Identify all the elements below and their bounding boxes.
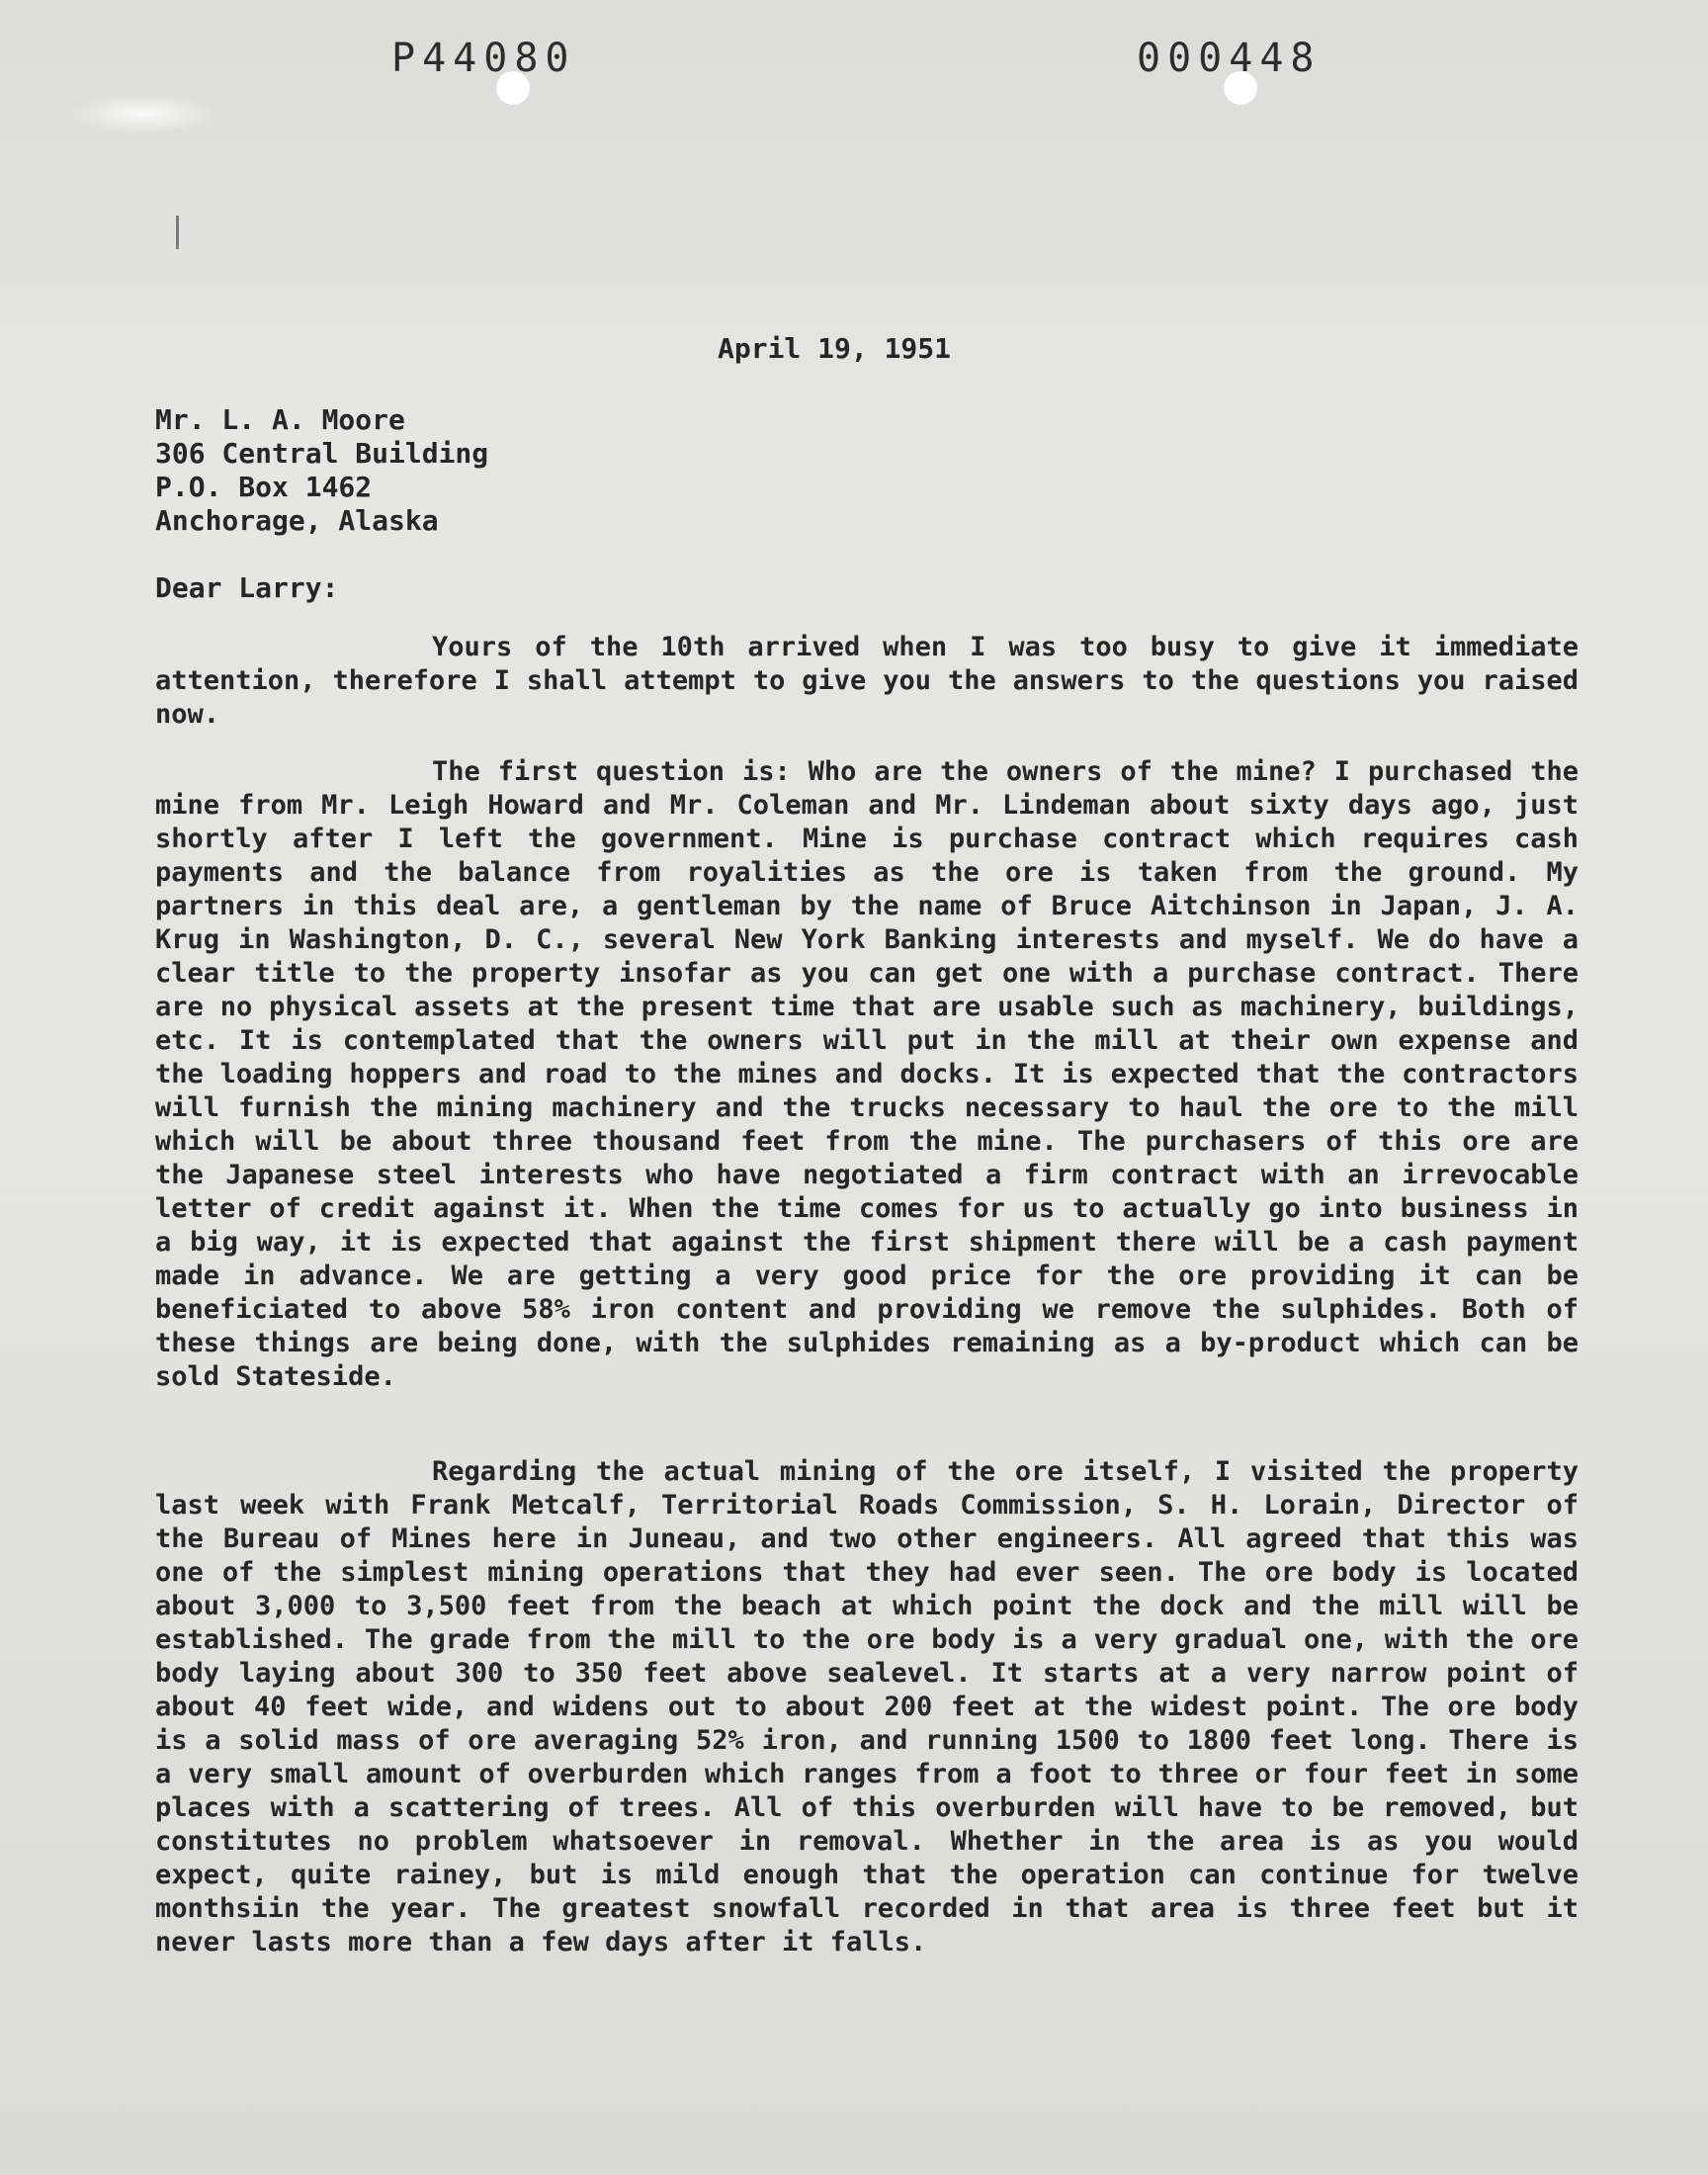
recipient-name: Mr. L. A. Moore (155, 403, 405, 436)
body-paragraph-1: Yours of the 10th arrived when I was too busy to give it immediate attention, therefore I shall attempt to give you the answers to the questions you raised now. (155, 632, 1579, 730)
recipient-address-line-2: P.O. Box 1462 (155, 471, 373, 503)
file-stamp-right: 000448 (1137, 36, 1322, 81)
paper-smudge (69, 94, 217, 133)
recipient-address-line-1: 306 Central Building (155, 437, 489, 470)
salutation: Dear Larry: (155, 571, 339, 604)
pencil-mark (176, 216, 179, 249)
body-paragraph-3: Regarding the actual mining of the ore itself, I visited the property last week with Frank Metcalf, Territorial Roads Commission, S. H. Lorain, Director of the Bureau of Mines here in Juneau, and two other engineers. All agreed that this was one of the simplest mining operations that they had ever seen. The ore body is located about 3,000 to 3,500 feet from the beach at which point the dock and the mill will be established. The grade from the mill to the ore body is a very gradual one, with the ore body laying about 300 to 350 feet above sealevel. It starts at a very narrow point of about 40 feet wide, and widens out to about 200 feet at the widest point. The ore body is a solid mass of ore averaging 52% iron, and running 1500 to 1800 feet long. There is a very small amount of overburden which ranges from a foot to three or four feet in some places with a scattering of trees. All of this overburden will have to be removed, but constitutes no problem whatsoever in removal. Whether in the area is as you would expect, quite rainey, but is mild enough that the operation can continue for twelve monthsiin the year. The greatest snowfall recorded in that area is three feet but it never lasts more than a few days after it falls. (155, 1456, 1579, 1958)
file-stamp-left: P44080 (391, 36, 576, 81)
recipient-address (155, 403, 488, 538)
letter-date: April 19, 1951 (718, 332, 952, 365)
body-paragraph-2: The first question is: Who are the owners of the mine? I purchased the mine from Mr. Leigh Howard and Mr. Coleman and Mr. Lindeman about sixty days ago, just shortly after I left the government. Mine is purchase contract which requires cash payments and the balance from royalities as the ore is taken from the ground. My partners in this deal are, a gentleman by the name of Bruce Aitchinson in Japan, J. A. Krug in Washington, D. C., several New York Banking interests and myself. We do have a clear title to the property insofar as you can get one with a purchase contract. There are no physical assets at the present time that are usable such as machinery, buildings, etc. It is contemplated that the owners will put in the mill at their own expense and the loading hoppers and road to the mines and docks. It is expected that the contractors will furnish the mining machinery and the trucks necessary to haul the ore to the mill which will be about three thousand feet from the mine. The purchasers of this ore are the Japanese steel interests who have negotiated a firm contract with an irrevocable letter of credit against it. When the time comes for us to actually go into business in a big way, it is expected that against the first shipment there will be a cash payment made in advance. We are getting a very good price for the ore providing it can be beneficiated to above 58% iron content and providing we remove the sulphides. Both of these things are being done, with the sulphides remaining as a by-product which can be sold Stateside. (155, 756, 1579, 1392)
recipient-address-line-3: Anchorage, Alaska (155, 504, 439, 537)
